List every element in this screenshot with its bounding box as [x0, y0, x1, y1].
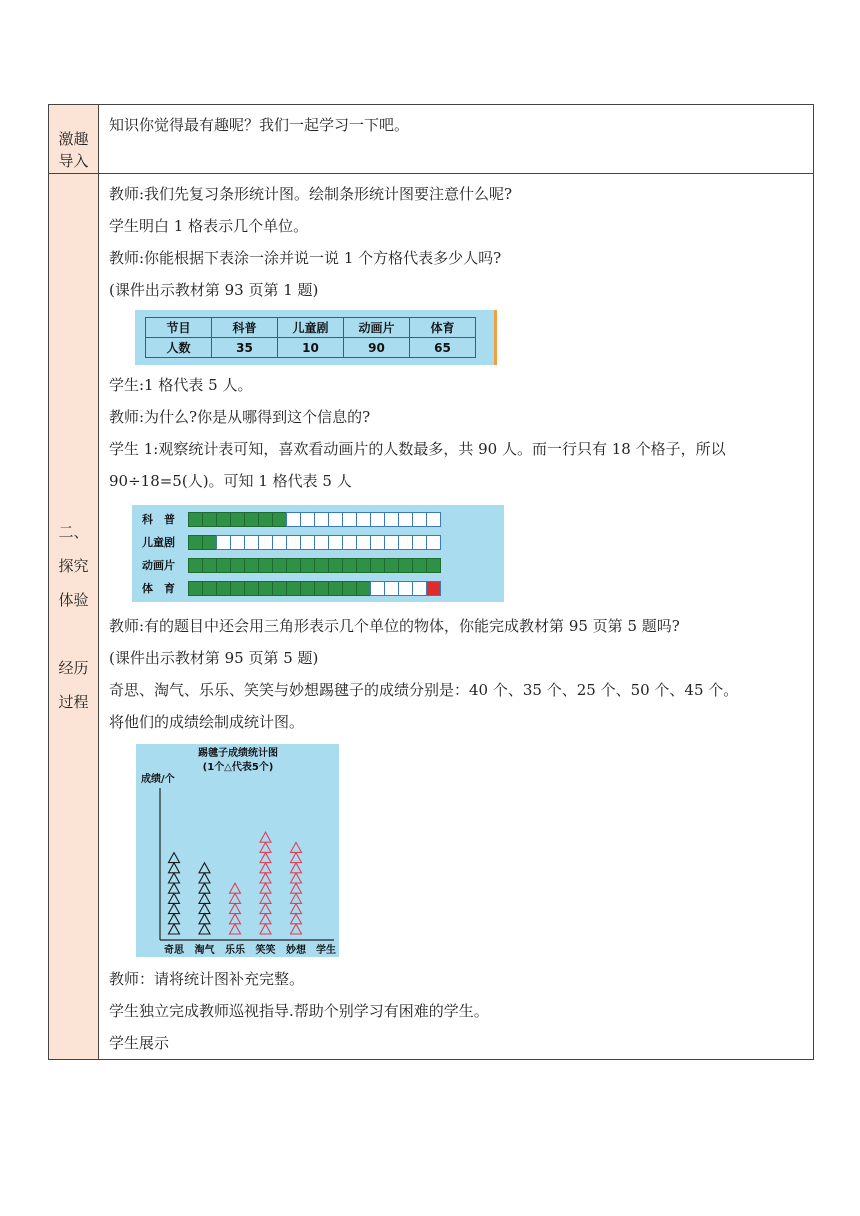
- x-tick-label: 乐乐: [225, 945, 245, 956]
- grid-cell: [272, 535, 287, 550]
- stage-label-intro: [49, 105, 99, 173]
- grid-row-label: 动画片: [142, 559, 175, 572]
- stage-label-explore: [49, 174, 99, 1059]
- grid-cell: [328, 512, 343, 527]
- grid-cell: [300, 581, 315, 596]
- paragraph: (课件出示教材第 93 页第 1 题): [109, 281, 319, 299]
- grid-cell: [328, 581, 343, 596]
- x-tick-label: 笑笑: [255, 945, 276, 956]
- grid-row-label: 儿童剧: [142, 536, 175, 549]
- grid-cell: [356, 581, 371, 596]
- triangle-mark: [260, 893, 271, 903]
- grid-cell: [412, 512, 427, 527]
- grid-cell: [342, 558, 357, 573]
- grid-cell: [398, 558, 413, 573]
- triangle-mark: [169, 904, 180, 914]
- triangle-mark: [169, 883, 180, 893]
- triangle-chart: [136, 744, 339, 957]
- grid-cell: [300, 535, 315, 550]
- grid-row: [132, 509, 441, 529]
- triangle-mark: [260, 873, 271, 883]
- triangle-mark: [169, 914, 180, 924]
- paragraph: 教师:有的题目中还会用三角形表示几个单位的物体，你能完成教材第 95 页第 5 题吗?: [109, 617, 680, 635]
- triangle-mark: [260, 883, 271, 893]
- grid-cell: [370, 558, 385, 573]
- grid-cell: [426, 558, 441, 573]
- paragraph: 教师：请将统计图补充完整。: [109, 970, 305, 988]
- row-explore: [49, 174, 813, 1059]
- grid-cell: [272, 512, 287, 527]
- table-cell: 90: [344, 338, 410, 358]
- survey-table-figure: [135, 310, 497, 365]
- table-cell: 人数: [146, 338, 212, 358]
- grid-cell: [202, 535, 217, 550]
- grid-cell: [258, 558, 273, 573]
- grid-cell: [426, 535, 441, 550]
- grid-cell: [286, 512, 301, 527]
- triangle-mark: [291, 924, 302, 934]
- grid-cell: [384, 512, 399, 527]
- stage-label-line: 过程: [58, 692, 89, 711]
- table-cell: 10: [278, 338, 344, 358]
- grid-cell: [384, 558, 399, 573]
- grid-cell: [244, 558, 259, 573]
- grid-cell: [342, 535, 357, 550]
- grid-cell: [342, 581, 357, 596]
- paragraph: 教师:你能根据下表涂一涂并说一说 1 个方格代表多少人吗?: [109, 249, 502, 267]
- grid-cell: [398, 512, 413, 527]
- triangle-mark: [291, 914, 302, 924]
- grid-row: [132, 578, 441, 598]
- paragraph: 奇思、淘气、乐乐、笑笑与妙想踢毽子的成绩分别是：40 个、35 个、25 个、50 个、45 个。: [109, 681, 739, 699]
- grid-cell: [300, 558, 315, 573]
- triangle-mark: [260, 832, 271, 842]
- triangle-mark: [169, 863, 180, 873]
- triangle-mark: [230, 904, 241, 914]
- triangle-mark: [199, 893, 210, 903]
- table-cell: 体育: [410, 318, 476, 338]
- triangle-mark: [291, 904, 302, 914]
- grid-row: [132, 532, 441, 552]
- grid-cell: [426, 512, 441, 527]
- grid-row: [132, 555, 441, 575]
- grid-cell: [202, 512, 217, 527]
- grid-cell: [300, 512, 315, 527]
- triangle-mark: [260, 924, 271, 934]
- triangle-mark: [260, 914, 271, 924]
- survey-table: [145, 317, 476, 358]
- triangle-mark: [169, 853, 180, 863]
- stage-label-line: 激趣: [58, 130, 89, 148]
- stage-label-line: 经历: [58, 658, 89, 677]
- grid-cell: [272, 581, 287, 596]
- grid-bar-figure: [132, 505, 504, 602]
- grid-cell: [216, 535, 231, 550]
- grid-cell: [286, 581, 301, 596]
- x-tick-label: 淘气: [194, 945, 215, 956]
- grid-cell: [188, 581, 203, 596]
- grid-cell: [188, 535, 203, 550]
- triangle-mark: [291, 853, 302, 863]
- grid-cell: [258, 535, 273, 550]
- grid-cell: [258, 581, 273, 596]
- stage-label-line: 体验: [58, 590, 89, 609]
- paragraph: 学生独立完成教师巡视指导.帮助个别学习有困难的学生。: [109, 1002, 489, 1020]
- grid-cell: [370, 535, 385, 550]
- grid-cell: [384, 535, 399, 550]
- grid-cell: [384, 581, 399, 596]
- grid-cell: [230, 512, 245, 527]
- paragraph: 学生明白 1 格表示几个单位。: [109, 217, 309, 235]
- grid-cell: [188, 558, 203, 573]
- grid-cell: [230, 581, 245, 596]
- explore-content: [99, 174, 813, 1059]
- triangle-mark: [260, 904, 271, 914]
- chart-title: 踢毽子成绩统计图: [198, 748, 278, 759]
- table-cell: 35: [212, 338, 278, 358]
- lesson-plan-table: [48, 104, 814, 1060]
- grid-cell: [342, 512, 357, 527]
- triangle-mark: [291, 883, 302, 893]
- triangle-mark: [260, 853, 271, 863]
- table-cell: 科普: [212, 318, 278, 338]
- grid-cell: [230, 535, 245, 550]
- triangle-mark: [291, 863, 302, 873]
- table-cell: 动画片: [344, 318, 410, 338]
- table-cell: 节目: [146, 318, 212, 338]
- grid-cell: [356, 512, 371, 527]
- grid-cell: [188, 512, 203, 527]
- grid-cell: [426, 581, 441, 596]
- table-cell: 65: [410, 338, 476, 358]
- triangle-mark: [260, 863, 271, 873]
- grid-cell: [272, 558, 287, 573]
- figure-edge-bar: [494, 310, 497, 365]
- triangle-mark: [230, 924, 241, 934]
- grid-cell: [314, 558, 329, 573]
- grid-cell: [314, 535, 329, 550]
- grid-cell: [370, 581, 385, 596]
- grid-cell: [398, 581, 413, 596]
- triangle-mark: [230, 883, 241, 893]
- grid-row-label: 体 育: [142, 582, 175, 595]
- grid-cell: [328, 535, 343, 550]
- triangle-mark: [230, 914, 241, 924]
- grid-cell: [328, 558, 343, 573]
- grid-cell: [258, 512, 273, 527]
- grid-cell: [412, 535, 427, 550]
- paragraph: 将他们的成绩绘制成统计图。: [109, 713, 305, 731]
- triangle-chart-figure: [136, 744, 339, 957]
- row-intro: [49, 105, 813, 174]
- grid-cell: [286, 558, 301, 573]
- chart-subtitle: (1个△代表5个): [202, 762, 274, 773]
- paragraph: 90÷18=5(人)。可知 1 格代表 5 人: [109, 472, 352, 490]
- survey-table-row: [146, 338, 476, 358]
- grid-cell: [370, 512, 385, 527]
- triangle-mark: [169, 893, 180, 903]
- stage-label-line: 二、: [58, 522, 89, 541]
- paragraph: 学生:1 格代表 5 人。: [109, 376, 253, 394]
- survey-table-header: [146, 318, 476, 338]
- triangle-mark: [291, 842, 302, 852]
- grid-cell: [216, 558, 231, 573]
- triangle-mark: [169, 924, 180, 934]
- triangle-mark: [199, 914, 210, 924]
- x-tick-label: 妙想: [286, 945, 306, 956]
- grid-cell: [356, 558, 371, 573]
- paragraph: 教师:我们先复习条形统计图。绘制条形统计图要注意什么呢?: [109, 185, 513, 203]
- y-axis-label: 成绩/个: [141, 774, 175, 785]
- x-axis-label: 学生: [316, 945, 336, 956]
- x-tick-label: 奇思: [164, 945, 184, 956]
- triangle-mark: [230, 893, 241, 903]
- grid-cell: [398, 535, 413, 550]
- paragraph: 教师:为什么?你是从哪得到这个信息的?: [109, 408, 371, 426]
- triangle-mark: [291, 893, 302, 903]
- paragraph: 学生展示: [109, 1034, 170, 1052]
- grid-cell: [202, 581, 217, 596]
- grid-cell: [314, 581, 329, 596]
- grid-cell: [202, 558, 217, 573]
- triangle-mark: [199, 863, 210, 873]
- grid-cell: [356, 535, 371, 550]
- stage-label-line: 导入: [58, 152, 89, 170]
- grid-cell: [244, 535, 259, 550]
- triangle-mark: [199, 883, 210, 893]
- grid-cell: [412, 581, 427, 596]
- grid-cell: [314, 512, 329, 527]
- grid-cell: [230, 558, 245, 573]
- grid-cell: [286, 535, 301, 550]
- intro-text: 知识你觉得最有趣呢？我们一起学习一下吧。: [109, 116, 410, 134]
- triangle-mark: [199, 873, 210, 883]
- triangle-mark: [169, 873, 180, 883]
- paragraph: 学生 1:观察统计表可知，喜欢看动画片的人数最多，共 90 人。而一行只有 18 个格子，所以: [109, 440, 726, 458]
- triangle-mark: [291, 873, 302, 883]
- triangle-mark: [260, 842, 271, 852]
- grid-cell: [244, 512, 259, 527]
- grid-cell: [412, 558, 427, 573]
- intro-content: [99, 105, 813, 173]
- grid-cell: [216, 581, 231, 596]
- stage-label-line: 探究: [58, 556, 89, 575]
- triangle-mark: [199, 904, 210, 914]
- grid-cell: [216, 512, 231, 527]
- grid-row-label: 科 普: [142, 513, 175, 526]
- triangle-mark: [199, 924, 210, 934]
- table-cell: 儿童剧: [278, 318, 344, 338]
- paragraph: (课件出示教材第 95 页第 5 题): [109, 649, 319, 667]
- grid-cell: [244, 581, 259, 596]
